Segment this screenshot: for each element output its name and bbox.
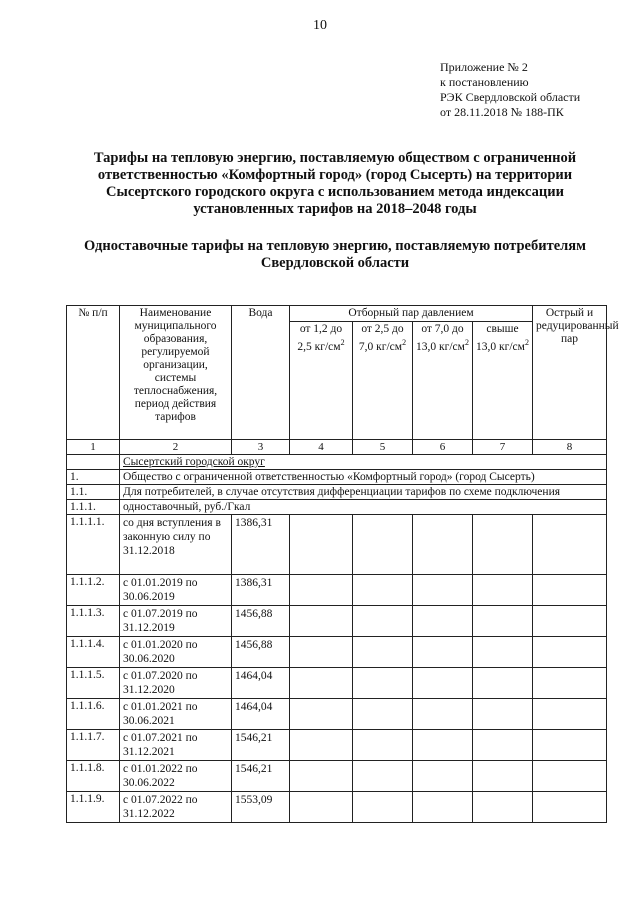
row-number: 1.1.1.1. bbox=[67, 515, 120, 575]
tariff-period: с 01.01.2020 по 30.06.2020 bbox=[120, 637, 232, 668]
water-tariff-value: 1553,09 bbox=[232, 792, 290, 823]
column-number: 5 bbox=[353, 440, 413, 455]
district-row bbox=[67, 455, 607, 470]
row-number: 1.1.1. bbox=[67, 500, 120, 515]
column-number: 4 bbox=[290, 440, 353, 455]
water-tariff-value: 1456,88 bbox=[232, 637, 290, 668]
organization-row bbox=[67, 470, 607, 485]
tariff-period: с 01.01.2019 по 30.06.2019 bbox=[120, 575, 232, 606]
header-row bbox=[67, 306, 607, 322]
header-pressure-1: от 1,2 до 2,5 $кг/см^2$ bbox=[290, 322, 353, 440]
header-pressure-4: свыше 13,0 $кг/см^2$ bbox=[473, 322, 533, 440]
tariff-period: с 01.07.2021 по 31.12.2021 bbox=[120, 730, 232, 761]
header-name: Наименование муниципального образования, регулируемой организации, системы теплоснабжения, период действия тарифов bbox=[120, 306, 232, 440]
tariff-row bbox=[67, 575, 607, 606]
column-number: 7 bbox=[473, 440, 533, 455]
header-sharp-steam: Острый и редуцированный пар bbox=[533, 306, 607, 440]
appendix-line: РЭК Свердловской области bbox=[440, 90, 581, 104]
column-number: 8 bbox=[533, 440, 607, 455]
tariff-type-row bbox=[67, 500, 607, 515]
tariff-period: с 01.01.2021 по 30.06.2021 bbox=[120, 699, 232, 730]
tariff-period: с 01.07.2019 по 31.12.2019 bbox=[120, 606, 232, 637]
water-tariff-value: 1546,21 bbox=[232, 761, 290, 792]
tariff-row bbox=[67, 668, 607, 699]
tariff-period: с 01.07.2022 по 31.12.2022 bbox=[120, 792, 232, 823]
page-number: 10 bbox=[313, 18, 327, 33]
tariff-type: одноставочный, руб./Гкал bbox=[120, 500, 607, 515]
water-tariff-value: 1464,04 bbox=[232, 668, 290, 699]
tariff-period: с 01.07.2020 по 31.12.2020 bbox=[120, 668, 232, 699]
water-tariff-value: 1546,21 bbox=[232, 730, 290, 761]
appendix-line: к постановлению bbox=[440, 75, 529, 89]
tariff-table bbox=[66, 305, 619, 823]
row-number: 1. bbox=[67, 470, 120, 485]
header-pressure-2: от 2,5 до 7,0 $кг/см^2$ bbox=[353, 322, 413, 440]
tariff-row bbox=[67, 515, 607, 575]
tariff-row bbox=[67, 730, 607, 761]
water-tariff-value: 1464,04 bbox=[232, 699, 290, 730]
row-number: 1.1.1.5. bbox=[67, 668, 120, 699]
column-number-row bbox=[67, 440, 607, 455]
column-number: 6 bbox=[413, 440, 473, 455]
row-number: 1.1. bbox=[67, 485, 120, 500]
tariff-row bbox=[67, 699, 607, 730]
header-water: Вода bbox=[232, 306, 290, 440]
appendix-line: от 28.11.2018 № 188-ПК bbox=[440, 105, 564, 119]
consumers-text: Для потребителей, в случае отсутствия дифференциации тарифов по схеме подключения bbox=[120, 485, 607, 500]
tariff-row bbox=[67, 637, 607, 668]
appendix-block bbox=[440, 60, 580, 120]
tariff-row bbox=[67, 606, 607, 637]
document-subtitle: Одноставочные тарифы на тепловую энергию, поставляемую потребителям Свердловской области bbox=[83, 238, 587, 271]
row-number: 1.1.1.8. bbox=[67, 761, 120, 792]
appendix-line: Приложение № 2 bbox=[440, 60, 528, 74]
column-number: 2 bbox=[120, 440, 232, 455]
document-title: Тарифы на тепловую энергию, поставляемую обществом с ограниченной ответственностью «Комфортный город» (город Сысерть) на территории Сысертского городского округа с использованием метода индексации установленных тарифов на 2018–2048 годы bbox=[93, 150, 577, 217]
water-tariff-value: 1386,31 bbox=[232, 515, 290, 575]
water-tariff-value: 1386,31 bbox=[232, 575, 290, 606]
tariff-period: с 01.01.2022 по 30.06.2022 bbox=[120, 761, 232, 792]
row-number: 1.1.1.4. bbox=[67, 637, 120, 668]
consumers-row bbox=[67, 485, 607, 500]
header-pressure-3: от 7,0 до 13,0 $кг/см^2$ bbox=[413, 322, 473, 440]
tariff-period: со дня вступления в законную силу по 31.12.2018 bbox=[120, 515, 232, 575]
header-num: № п/п bbox=[67, 306, 120, 440]
tariff-row bbox=[67, 761, 607, 792]
column-number: 3 bbox=[232, 440, 290, 455]
row-number: 1.1.1.6. bbox=[67, 699, 120, 730]
row-number: 1.1.1.2. bbox=[67, 575, 120, 606]
district-name: Сысертский городской округ bbox=[120, 455, 607, 470]
column-number: 1 bbox=[67, 440, 120, 455]
header-steam-group: Отборный пар давлением bbox=[290, 306, 533, 322]
row-number: 1.1.1.9. bbox=[67, 792, 120, 823]
row-number: 1.1.1.7. bbox=[67, 730, 120, 761]
water-tariff-value: 1456,88 bbox=[232, 606, 290, 637]
row-number: 1.1.1.3. bbox=[67, 606, 120, 637]
tariff-row bbox=[67, 792, 607, 823]
organization-name: Общество с ограниченной ответственностью «Комфортный город» (город Сысерть) bbox=[120, 470, 607, 485]
